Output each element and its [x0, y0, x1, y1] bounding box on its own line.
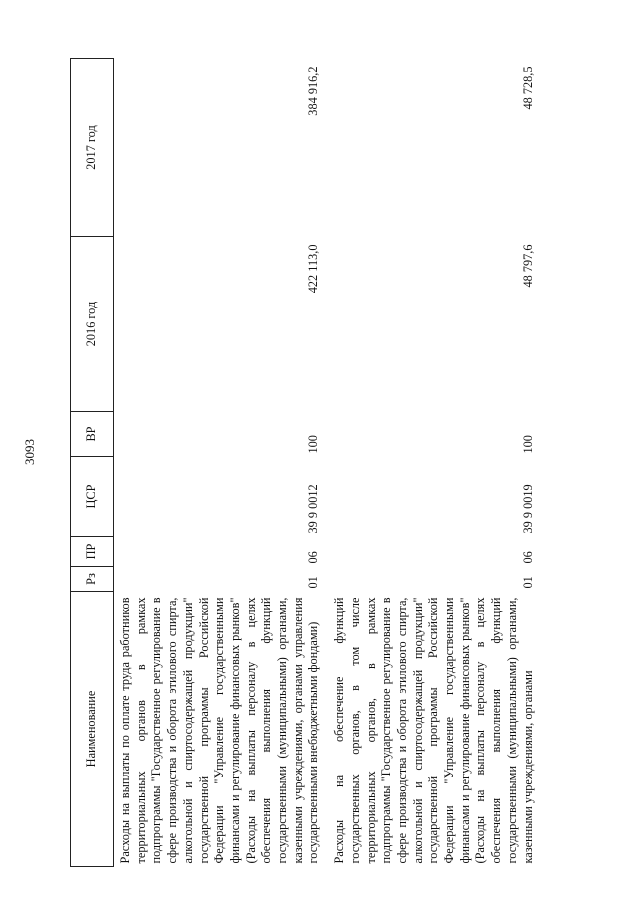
budget-table [70, 58, 538, 867]
row-vr: 100 [306, 435, 321, 454]
row-name: Расходы на обеспечение функций государственных органов, в том числе территориальных органов, в рамках подпрограммы "Государственное регулирование в сфере производства и оборота этилового спирта, алкогольной и спиртосодержащей продукции" государственной программы Российской Федерации "Управление государственными финансами и регулирование финансовых рынков" (Расходы на выплаты персоналу в целях обеспечения выполнения функций государственными (муниципальными) органами, казенными учреждениями, органами [332, 597, 535, 864]
row-value-2017: 48 728,5 [520, 66, 535, 110]
row-rz: 01 [306, 576, 321, 589]
row-rz: 01 [520, 576, 535, 589]
header-2017: 2017 год [71, 59, 114, 237]
page-number: 3093 [22, 439, 37, 465]
row-csr: 39 9 0012 [306, 484, 321, 534]
header-vr: ВР [71, 412, 114, 457]
header-pr: ПР [71, 537, 114, 567]
row-pr: 06 [306, 551, 321, 564]
header-csr: ЦСР [71, 457, 114, 537]
rotated-page [70, 59, 592, 867]
row-value-2017: 384 916,2 [306, 66, 321, 116]
row-pr: 06 [520, 551, 535, 564]
table-row [114, 59, 325, 867]
row-name: Расходы на выплаты по оплате труда работников территориальных органов в рамках подпрограммы "Государственное регулирование в сфере производства и оборота этилового спирта, алкогольной и спиртосодержащей продукции" государственной программы Российской Федерации "Управление государственными финансами и регулирование финансовых рынков" (Расходы на выплаты персоналу в целях обеспечения выполнения функций государственными (муниципальными) органами, казенными учреждениями, органами управления государственными внебюджетными фондами) [118, 597, 321, 864]
header-2016: 2016 год [71, 237, 114, 412]
row-value-2016: 422 113,0 [306, 244, 321, 294]
header-name: Наименование [71, 592, 114, 867]
table-header [71, 59, 114, 867]
table-row [324, 59, 538, 867]
row-value-2016: 48 797,6 [520, 244, 535, 288]
header-rz: Рз [71, 567, 114, 592]
row-csr: 39 9 0019 [520, 484, 535, 534]
row-vr: 100 [520, 435, 535, 454]
